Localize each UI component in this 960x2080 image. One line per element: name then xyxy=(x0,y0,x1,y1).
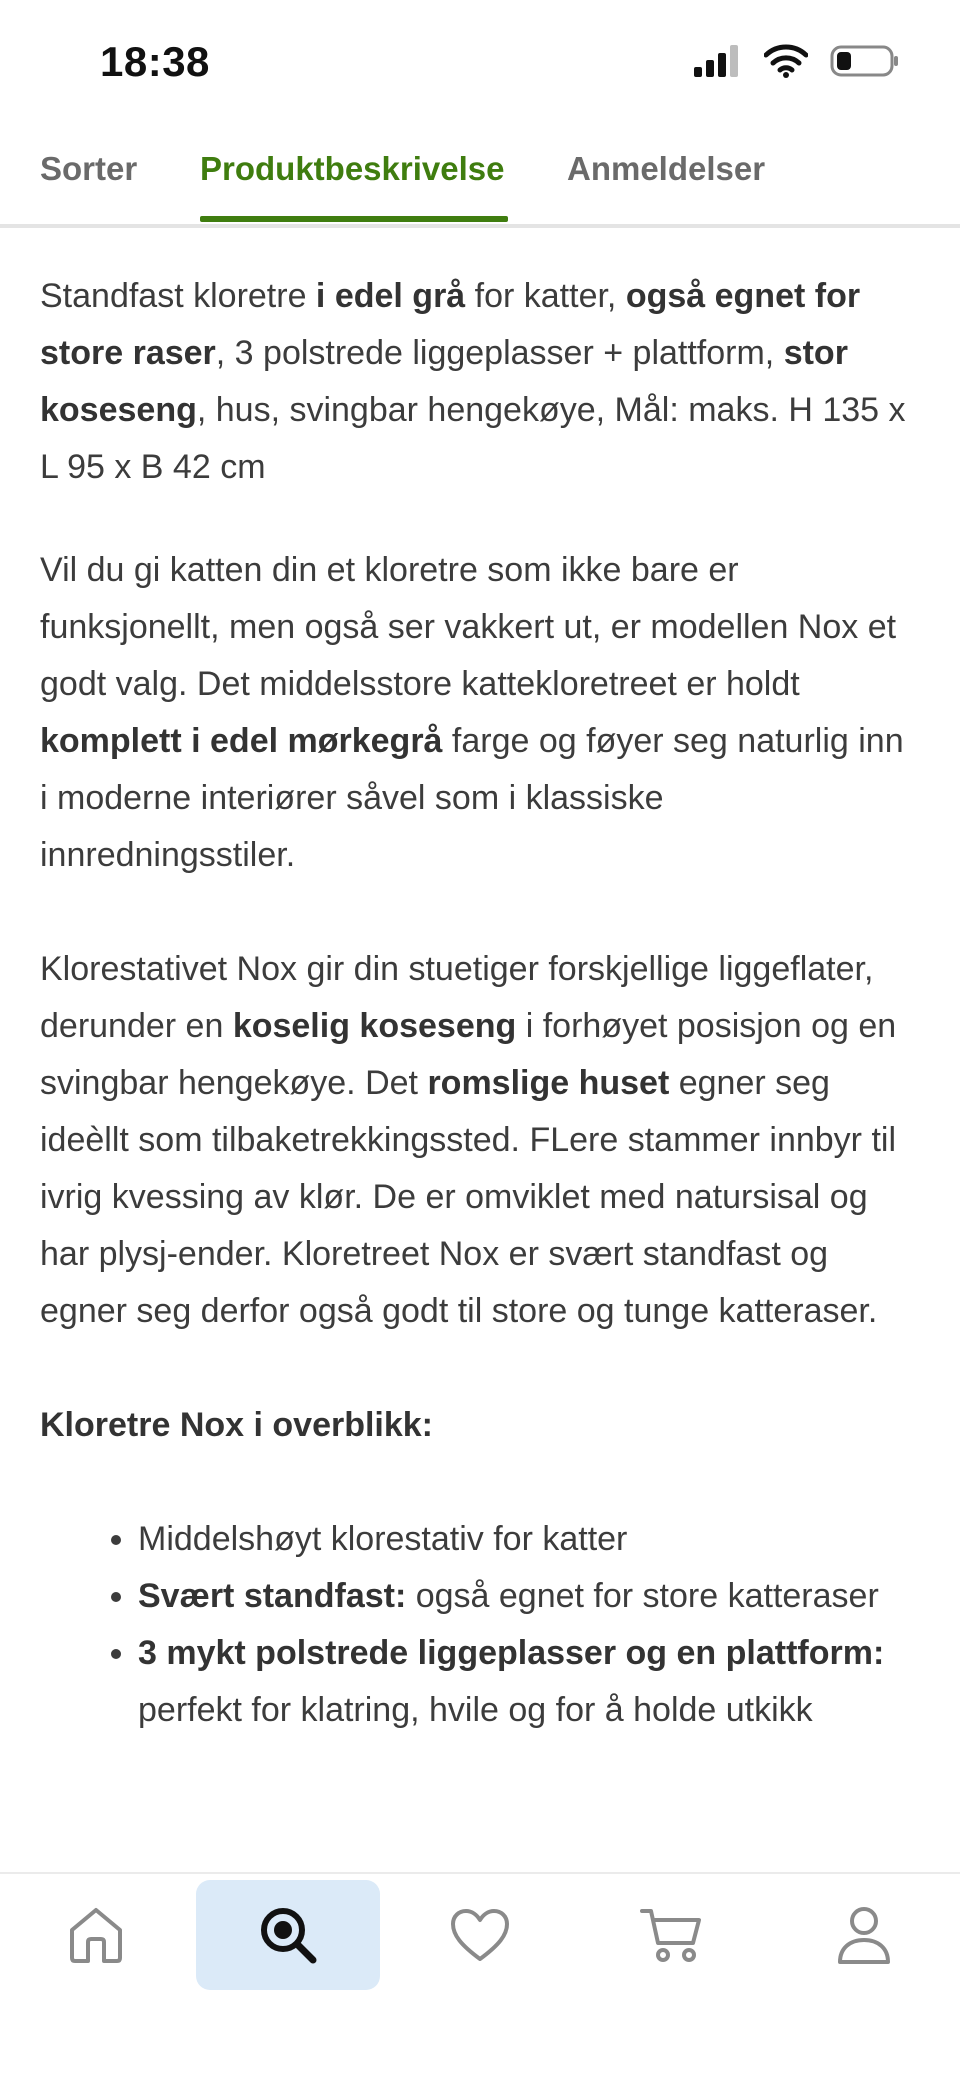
status-time: 18:38 xyxy=(100,38,210,85)
list-item xyxy=(138,1511,920,1568)
text-segment: Middelshøyt klorestativ for katter xyxy=(138,1520,628,1558)
home-icon xyxy=(66,1904,126,1966)
text-segment: i forhøyet posisjon og en svingbar hengekøye. Det xyxy=(40,1007,897,1102)
tab-bar xyxy=(0,140,960,228)
product-description xyxy=(40,268,920,1868)
cellular-signal-icon xyxy=(694,45,742,77)
bold-segment: 3 mykt polstrede liggeplasser og en plattform: xyxy=(138,1634,885,1672)
bold-segment: i edel grå xyxy=(315,277,466,315)
overview-heading xyxy=(40,1397,920,1454)
heart-icon xyxy=(449,1907,511,1963)
list-item xyxy=(138,1568,920,1625)
text-segment: , hus, svingbar hengekøye, Mål: maks. H 135 x L 95 x B 42 cm xyxy=(40,391,906,486)
text-segment: perfekt for klatring, hvile og for å holde utkikk xyxy=(138,1691,813,1729)
text-segment: Standfast kloretre xyxy=(40,277,316,315)
tab-produktbeskrivelse[interactable]: Produktbeskrivelse xyxy=(200,150,505,187)
bold-segment: romslige huset xyxy=(427,1064,670,1102)
description-paragraph-3 xyxy=(40,941,920,1340)
list-item xyxy=(138,1625,920,1739)
text-segment: også egnet for store katteraser xyxy=(406,1577,879,1615)
text-segment: for katter, xyxy=(465,277,626,315)
bottom-navigation xyxy=(0,1872,960,2080)
bold-segment: også egnet for store raser xyxy=(40,277,861,372)
tab-sorter[interactable]: Sorter xyxy=(40,150,138,187)
nav-cart[interactable] xyxy=(580,1880,764,1990)
nav-home[interactable] xyxy=(4,1880,188,1990)
bold-segment: Svært standfast: xyxy=(138,1577,407,1615)
status-bar xyxy=(0,0,960,120)
bold-segment: koselig koseseng xyxy=(232,1007,517,1045)
text-segment: Klorestativet Nox gir din stuetiger forskjellige liggeflater, derunder en xyxy=(40,950,874,1045)
text-segment: , 3 polstrede liggeplasser + plattform, xyxy=(215,334,784,372)
text-segment: Vil du gi katten din et kloretre som ikke bare er funksjonellt, men også ser vakkert ut, er modellen Nox et godt valg. Det middelsstore kattekloretreet er holdt xyxy=(40,551,897,703)
bold-segment: stor koseseng xyxy=(40,334,848,429)
wifi-icon xyxy=(764,44,808,78)
nav-search[interactable] xyxy=(196,1880,380,1990)
text-segment: farge og føyer seg naturlig inn i moderne interiører såvel som i klassiske innredningsstiler. xyxy=(40,722,904,874)
cart-icon xyxy=(639,1905,705,1965)
tab-anmeldelser[interactable]: Anmeldelser xyxy=(567,150,766,187)
overview-list xyxy=(40,1511,920,1739)
text-segment: egner seg ideèllt som tilbaketrekkingssted. FLere stammer innbyr til ivrig kvessing av klør. De er omviklet med natursisal og har plysj-ender. Kloretreet Nox er svært standfast og egner seg derfor også godt til store og tunge katteraser. xyxy=(40,1064,896,1330)
active-tab-indicator xyxy=(200,216,508,222)
bold-segment: komplett i edel mørkegrå xyxy=(40,722,443,760)
nav-profile[interactable] xyxy=(772,1880,956,1990)
profile-icon xyxy=(836,1904,892,1966)
nav-favorites[interactable] xyxy=(388,1880,572,1990)
description-intro xyxy=(40,268,920,496)
battery-icon xyxy=(830,45,900,77)
search-icon xyxy=(257,1904,319,1966)
overview-heading-text: Kloretre Nox i overblikk: xyxy=(40,1406,434,1444)
status-icons xyxy=(694,44,900,78)
description-paragraph-2 xyxy=(40,542,920,884)
